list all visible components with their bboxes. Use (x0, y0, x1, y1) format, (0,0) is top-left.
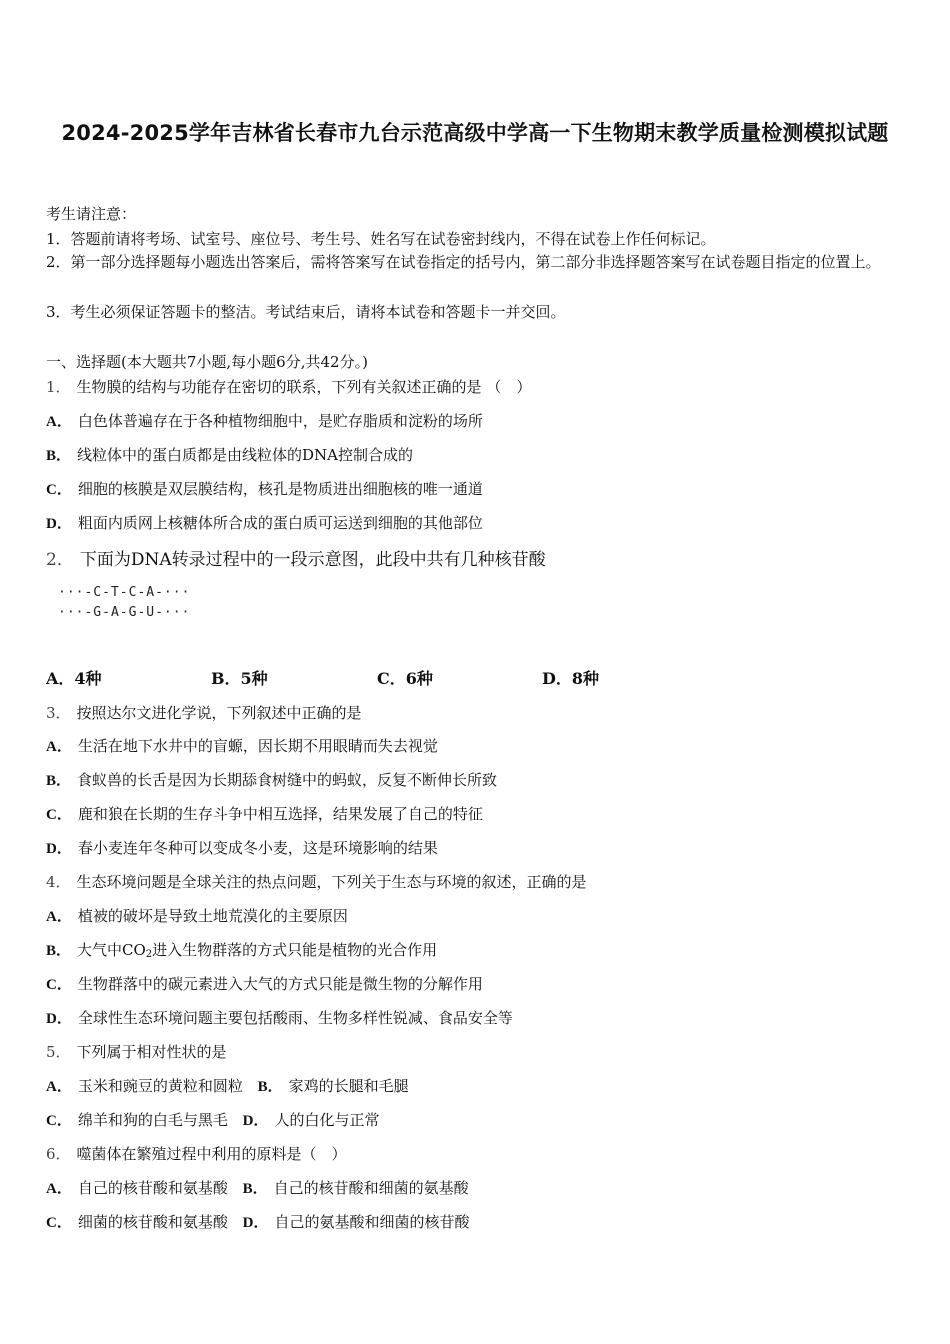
q1-option-d (46, 512, 483, 533)
question-number: 1． (46, 378, 71, 396)
option-label: C． (46, 1215, 72, 1231)
option-label: B． (242, 1181, 268, 1197)
option-label: B． (257, 1079, 283, 1095)
question-text: 下面为DNA转录过程中的一段示意图，此段中共有几种核苷酸 (79, 550, 546, 570)
q1-option-a (46, 410, 483, 431)
option-label: D． (242, 1113, 269, 1129)
option-label: C． (46, 482, 72, 498)
option-label: B． (46, 448, 72, 464)
option-text: 食蚁兽的长舌是因为长期舔食树缝中的蚂蚁，反复不断伸长所致 (77, 771, 498, 789)
question-3 (46, 702, 362, 723)
q2-option-b (211, 666, 268, 689)
q2-option-c (377, 666, 433, 689)
section-heading: 一、选择题(本大题共7小题,每小题6分,共42分。) (46, 353, 368, 371)
question-text: 噬菌体在繁殖过程中利用的原料是（ ） (76, 1145, 347, 1163)
option-text: 绵羊和狗的白毛与黑毛 (77, 1111, 228, 1129)
option-label: B． (46, 773, 72, 789)
option-text: 自己的核苷酸和氨基酸 (77, 1179, 228, 1197)
option-text: 8种 (571, 669, 600, 688)
option-label: C． (46, 977, 72, 993)
q4-option-b (46, 939, 437, 960)
option-text: 5种 (240, 669, 268, 688)
notice-item-1: 1．答题前请将考场、试室号、座位号、考生号、姓名写在试卷密封线内，不得在试卷上作任何标记。 (46, 230, 716, 248)
question-5 (46, 1041, 227, 1062)
option-text: 全球性生态环境问题主要包括酸雨、生物多样性锐减、食品安全等 (77, 1009, 513, 1027)
option-text-post: 进入生物群落的方式只能是植物的光合作用 (152, 941, 438, 959)
option-label: A． (46, 909, 72, 925)
question-1 (46, 376, 531, 397)
notice-item-2: 2．第一部分选择题每小题选出答案后，需将答案写在试卷指定的括号内，第二部分非选择题答案写在试卷题目指定的位置上。 (46, 253, 881, 271)
notice-heading: 考生请注意： (46, 205, 137, 223)
q3-option-a (46, 735, 438, 756)
question-text: 生物膜的结构与功能存在密切的联系，下列有关叙述正确的是 （ ） (76, 378, 532, 396)
option-text: 线粒体中的蛋白质都是由线粒体的DNA控制合成的 (77, 446, 414, 464)
option-label: D． (46, 516, 72, 532)
question-text: 按照达尔文进化学说，下列叙述中正确的是 (76, 704, 362, 722)
option-text: 粗面内质网上核糖体所合成的蛋白质可运送到细胞的其他部位 (77, 514, 483, 532)
option-text-pre: 大气中CO (77, 941, 146, 959)
page-title: 2024-2025学年吉林省长春市九台示范高级中学高一下生物期末教学质量检测模拟试题 (61, 121, 889, 145)
q2-option-d (542, 666, 599, 689)
option-text: 春小麦连年冬种可以变成冬小麦，这是环境影响的结果 (77, 839, 438, 857)
q4-option-d (46, 1007, 513, 1028)
question-4 (46, 871, 587, 892)
option-text: 生物群落中的碳元素进入大气的方式只能是微生物的分解作用 (77, 975, 483, 993)
q1-option-c (46, 478, 483, 499)
dna-strand-top: ···-C-T-C-A-··· (58, 585, 191, 600)
option-text: 鹿和狼在长期的生存斗争中相互选择，结果发展了自己的特征 (77, 805, 483, 823)
q2-option-a (46, 666, 102, 689)
option-label: A． (46, 739, 72, 755)
option-text: 自己的氨基酸和细菌的核苷酸 (274, 1213, 470, 1231)
option-label: B． (211, 669, 241, 688)
option-text: 家鸡的长腿和毛腿 (288, 1077, 409, 1095)
question-text: 下列属于相对性状的是 (76, 1043, 227, 1061)
question-number: 5． (46, 1043, 71, 1061)
option-label: A． (46, 669, 75, 688)
option-label: C． (46, 807, 72, 823)
subscript: 2 (145, 949, 153, 960)
option-label: A． (46, 1079, 72, 1095)
option-text: 人的白化与正常 (274, 1111, 380, 1129)
q6-options-cd (46, 1211, 470, 1232)
option-text: 细胞的核膜是双层膜结构，核孔是物质进出细胞核的唯一通道 (77, 480, 483, 498)
q5-options-ab (46, 1075, 409, 1096)
option-label: D． (46, 1011, 72, 1027)
option-text: 自己的核苷酸和细菌的氨基酸 (273, 1179, 469, 1197)
option-label: D． (542, 669, 572, 688)
option-label: B． (46, 943, 72, 959)
q3-option-d (46, 837, 438, 858)
option-text: 4种 (74, 669, 102, 688)
option-text: 植被的破坏是导致土地荒漠化的主要原因 (77, 907, 348, 925)
question-number: 3． (46, 704, 71, 722)
option-text: 细菌的核苷酸和氨基酸 (77, 1213, 228, 1231)
option-label: A． (46, 414, 72, 430)
option-label: A． (46, 1181, 72, 1197)
question-6 (46, 1143, 347, 1164)
option-text: 玉米和豌豆的黄粒和圆粒 (77, 1077, 243, 1095)
rna-strand-bottom: ···-G-A-G-U-··· (58, 605, 191, 620)
option-label: D． (242, 1215, 269, 1231)
q4-option-c (46, 973, 483, 994)
option-text: 生活在地下水井中的盲螈，因长期不用眼睛而失去视觉 (77, 737, 438, 755)
option-label: C． (46, 1113, 72, 1129)
q3-option-c (46, 803, 483, 824)
notice-item-3: 3．考生必须保证答题卡的整洁。考试结束后，请将本试卷和答题卡一并交回。 (46, 303, 566, 321)
question-text: 生态环境问题是全球关注的热点问题，下列关于生态与环境的叙述，正确的是 (76, 873, 587, 891)
option-label: C． (377, 669, 406, 688)
q5-options-cd (46, 1109, 380, 1130)
q3-option-b (46, 769, 497, 790)
question-number: 2． (46, 550, 74, 570)
question-number: 4． (46, 873, 71, 891)
q4-option-a (46, 905, 348, 926)
question-number: 6． (46, 1145, 71, 1163)
q6-options-ab (46, 1177, 469, 1198)
question-2 (46, 545, 546, 570)
option-text: 白色体普遍存在于各种植物细胞中，是贮存脂质和淀粉的场所 (77, 412, 483, 430)
q1-option-b (46, 444, 413, 465)
option-label: D． (46, 841, 72, 857)
option-text: 6种 (405, 669, 433, 688)
